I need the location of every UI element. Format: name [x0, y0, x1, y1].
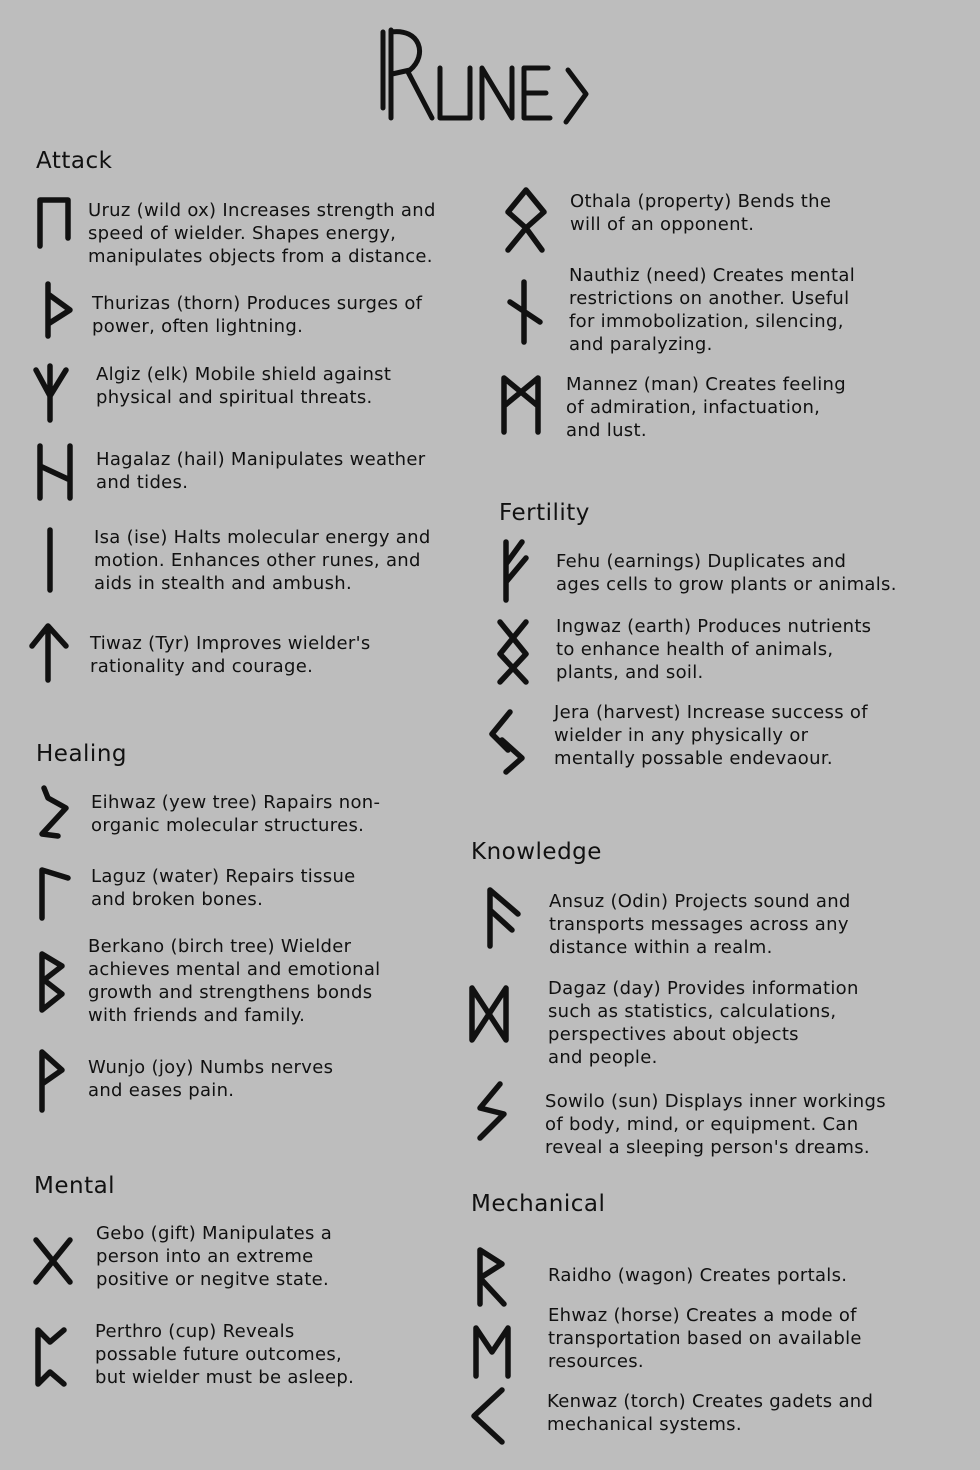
othala-rune-icon — [496, 184, 556, 254]
ingwaz-rune-icon — [488, 614, 548, 684]
kenwaz-description: Kenwaz (torch) Creates gadets and mechanical systems. — [547, 1391, 874, 1435]
perthro-description: Perthro (cup) Reveals possable future outcomes, but wielder must be asleep. — [95, 1321, 355, 1388]
section-fertility: Fertility — [499, 500, 590, 526]
ingwaz-description: Ingwaz (earth) Produces nutrients to enhance health of animals, plants, and soil. — [556, 616, 872, 683]
jera-description: Jera (harvest) Increase success of wielder in any physically or mentally possable endevaour. — [554, 702, 868, 769]
dagaz-description: Dagaz (day) Provides information such as statistics, calculations, perspectives about objects and people. — [548, 978, 859, 1068]
mannez-description: Mannez (man) Creates feeling of admiration, infactuation, and lust. — [566, 374, 846, 441]
thurizas-description: Thurizas (thorn) Produces surges of power, often lightning. — [92, 293, 423, 337]
laguz-rune-icon — [28, 862, 88, 932]
fehu-description: Fehu (earnings) Duplicates and ages cells to grow plants or animals. — [556, 551, 897, 595]
eihwaz-description: Eihwaz (yew tree) Rapairs non- organic molecular structures. — [91, 792, 381, 836]
algiz-description: Algiz (elk) Mobile shield against physical and spiritual threats. — [96, 364, 392, 408]
raidho-rune-icon — [468, 1244, 528, 1314]
wunjo-rune-icon — [28, 1046, 88, 1116]
dagaz-rune-icon — [466, 980, 526, 1050]
section-attack: Attack — [36, 148, 113, 174]
raidho-description: Raidho (wagon) Creates portals. — [548, 1265, 848, 1286]
sowilo-description: Sowilo (sun) Displays inner workings of body, mind, or equipment. Can reveal a sleeping person's dreams. — [545, 1091, 886, 1158]
section-mental: Mental — [34, 1173, 116, 1199]
algiz-rune-icon — [26, 360, 86, 430]
wunjo-description: Wunjo (joy) Numbs nerves and eases pain. — [88, 1057, 334, 1101]
sowilo-rune-icon — [470, 1078, 530, 1148]
section-mechanical: Mechanical — [471, 1191, 606, 1217]
uruz-rune-icon — [28, 192, 88, 262]
eihwaz-rune-icon — [28, 782, 88, 852]
gebo-description: Gebo (gift) Manipulates a person into an extreme positive or negitve state. — [96, 1223, 333, 1290]
hagalaz-rune-icon — [28, 440, 88, 510]
hagalaz-description: Hagalaz (hail) Manipulates weather and tides. — [96, 449, 426, 493]
tiwaz-rune-icon — [26, 620, 86, 690]
mannez-rune-icon — [494, 370, 554, 440]
tiwaz-description: Tiwaz (Tyr) Improves wielder's rationality and courage. — [90, 633, 371, 677]
berkano-rune-icon — [28, 946, 88, 1016]
nauthiz-rune-icon — [496, 276, 556, 346]
isa-rune-icon — [28, 526, 88, 596]
gebo-rune-icon — [26, 1230, 86, 1300]
nauthiz-description: Nauthiz (need) Creates mental restrictions on another. Useful for immobolization, silencing, and paralyzing. — [569, 265, 856, 355]
kenwaz-rune-icon — [466, 1384, 526, 1454]
section-healing: Healing — [36, 741, 127, 767]
isa-description: Isa (ise) Halts molecular energy and motion. Enhances other runes, and aids in stealth and ambush. — [94, 527, 431, 594]
perthro-rune-icon — [26, 1322, 86, 1392]
laguz-description: Laguz (water) Repairs tissue and broken bones. — [91, 866, 356, 910]
fehu-rune-icon — [492, 536, 552, 606]
ansuz-rune-icon — [478, 884, 538, 954]
thurizas-rune-icon — [28, 280, 88, 350]
ansuz-description: Ansuz (Odin) Projects sound and transports messages across any distance within a realm. — [549, 891, 851, 958]
ehwaz-rune-icon — [466, 1320, 526, 1390]
berkano-description: Berkano (birch tree) Wielder achieves mental and emotional growth and strengthens bonds with friends and family. — [88, 936, 381, 1026]
uruz-description: Uruz (wild ox) Increases strength and speed of wielder. Shapes energy, manipulates objects from a distance. — [88, 200, 436, 267]
section-knowledge: Knowledge — [471, 839, 602, 865]
jera-rune-icon — [484, 706, 544, 776]
othala-description: Othala (property) Bends the will of an opponent. — [570, 191, 832, 235]
ehwaz-description: Ehwaz (horse) Creates a mode of transportation based on available resources. — [548, 1305, 862, 1372]
page-title — [0, 10, 980, 130]
